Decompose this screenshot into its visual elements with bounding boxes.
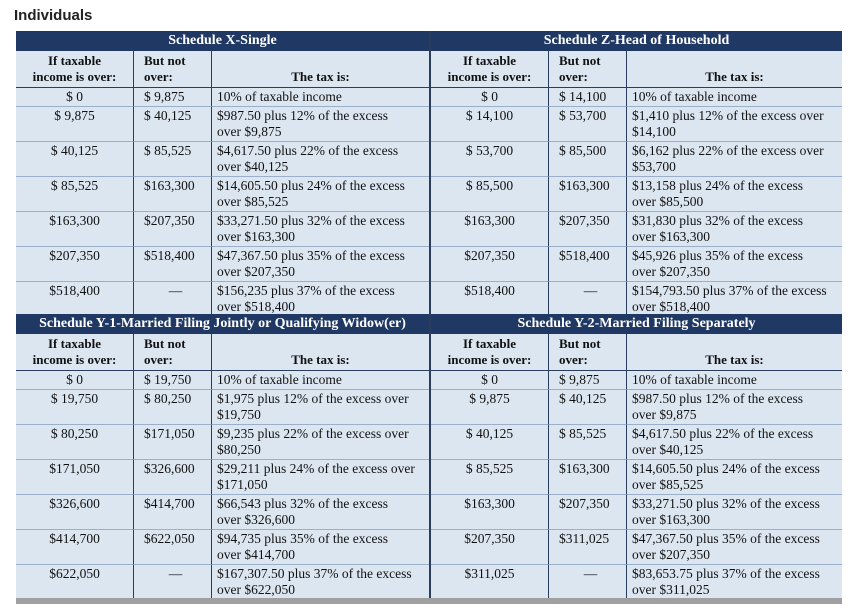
but-not-over-cell: $163,300: [549, 177, 627, 212]
but-not-over-cell: $207,350: [549, 495, 627, 530]
income-over-cell: $326,600: [16, 495, 134, 530]
but-not-over-cell: $ 85,525: [549, 425, 627, 460]
tax-formula-cell: $45,926 plus 35% of the excess over $207,350: [627, 247, 842, 282]
tax-formula-cell: $987.50 plus 12% of the excess over $9,875: [627, 390, 842, 425]
tax-formula-cell: $6,162 plus 22% of the excess over $53,700: [627, 142, 842, 177]
income-over-cell: $311,025: [431, 565, 549, 599]
header-line: income is over:: [447, 69, 532, 84]
schedule-x-single: [16, 31, 429, 314]
header-line: But not: [144, 336, 186, 351]
but-not-over-cell: $518,400: [134, 247, 212, 282]
but-not-over-cell: $ 9,875: [549, 371, 627, 390]
income-over-cell: $207,350: [431, 530, 549, 565]
column-header-tax-is: The tax is:: [627, 334, 842, 371]
but-not-over-cell: $ 40,125: [549, 390, 627, 425]
tax-formula-cell: $33,271.50 plus 32% of the excess over $163,300: [627, 495, 842, 530]
page-title: Individuals: [14, 7, 93, 24]
header-line: But not: [559, 53, 601, 68]
footer-bar: [16, 598, 842, 604]
but-not-over-cell: $ 85,525: [134, 142, 212, 177]
but-not-over-cell: [134, 282, 212, 316]
tax-formula-cell: $47,367.50 plus 35% of the excess over $207,350: [627, 530, 842, 565]
income-over-cell: $518,400: [431, 282, 549, 316]
but-not-over-cell: $ 40,125: [134, 107, 212, 142]
column-header-tax-is: The tax is:: [627, 51, 842, 88]
schedule-title: Schedule Z-Head of Household: [431, 31, 842, 51]
income-over-cell: $ 85,525: [431, 460, 549, 495]
header-line: If taxable: [47, 336, 102, 351]
no-limit-dash: —: [583, 566, 598, 581]
schedule-y1-married-jointly: [16, 314, 429, 598]
column-header-tax-is: The tax is:: [212, 51, 429, 88]
income-over-cell: $ 80,250: [16, 425, 134, 460]
but-not-over-cell: $ 80,250: [134, 390, 212, 425]
schedule-z-head-of-household: [429, 31, 842, 314]
income-over-cell: $ 0: [16, 88, 134, 107]
but-not-over-cell: $163,300: [549, 460, 627, 495]
but-not-over-cell: $207,350: [549, 212, 627, 247]
but-not-over-cell: $ 19,750: [134, 371, 212, 390]
tax-formula-cell: $1,410 plus 12% of the excess over $14,100: [627, 107, 842, 142]
header-line: over:: [144, 69, 173, 84]
income-over-cell: $171,050: [16, 460, 134, 495]
tax-formula-cell: $167,307.50 plus 37% of the excess over $622,050: [217, 566, 412, 597]
column-header-but-not-over: [549, 51, 627, 88]
no-limit-dash: —: [168, 566, 183, 581]
header-line: income is over:: [32, 69, 117, 84]
column-header-income-over: [16, 334, 134, 371]
column-header-income-over: [431, 51, 549, 88]
tax-formula-cell: $1,975 plus 12% of the excess over $19,750: [212, 390, 429, 425]
no-limit-dash: —: [168, 283, 183, 298]
income-over-cell: $ 0: [431, 88, 549, 107]
income-over-cell: $ 9,875: [431, 390, 549, 425]
but-not-over-cell: $622,050: [134, 530, 212, 565]
income-over-cell: $ 85,525: [16, 177, 134, 212]
but-not-over-cell: $518,400: [549, 247, 627, 282]
tax-formula-cell: $83,653.75 plus 37% of the excess over $311,025: [632, 566, 820, 597]
income-over-cell: $207,350: [431, 247, 549, 282]
income-over-cell: $163,300: [431, 212, 549, 247]
but-not-over-cell: $ 53,700: [549, 107, 627, 142]
header-line: If taxable: [47, 53, 102, 68]
income-over-cell: $ 0: [431, 371, 549, 390]
tax-formula-cell: $29,211 plus 24% of the excess over $171,050: [212, 460, 429, 495]
schedule-title: Schedule X-Single: [16, 31, 429, 51]
income-over-cell: $ 0: [16, 371, 134, 390]
tax-formula-cell: $13,158 plus 24% of the excess over $85,500: [627, 177, 842, 212]
but-not-over-cell: $ 9,875: [134, 88, 212, 107]
tax-formula-cell: $31,830 plus 32% of the excess over $163,300: [627, 212, 842, 247]
no-limit-dash: —: [583, 283, 598, 298]
tax-formula-cell: $94,735 plus 35% of the excess over $414,700: [212, 530, 429, 565]
schedule-y2-married-separately: [429, 314, 842, 598]
header-line: income is over:: [32, 352, 117, 367]
tax-formula-cell: $14,605.50 plus 24% of the excess over $85,525: [212, 177, 429, 212]
but-not-over-cell: [549, 565, 627, 599]
tax-formula-cell: $4,617.50 plus 22% of the excess over $40,125: [212, 142, 429, 177]
income-over-cell: $ 14,100: [431, 107, 549, 142]
income-over-cell: $163,300: [16, 212, 134, 247]
column-header-but-not-over: [134, 51, 212, 88]
income-over-cell: $518,400: [16, 282, 134, 316]
income-over-cell: $163,300: [431, 495, 549, 530]
header-line: If taxable: [462, 336, 517, 351]
header-line: But not: [559, 336, 601, 351]
income-over-cell: $ 53,700: [431, 142, 549, 177]
but-not-over-cell: $ 85,500: [549, 142, 627, 177]
but-not-over-cell: $207,350: [134, 212, 212, 247]
but-not-over-cell: $326,600: [134, 460, 212, 495]
income-over-cell: $622,050: [16, 565, 134, 599]
column-header-but-not-over: [549, 334, 627, 371]
income-over-cell: $207,350: [16, 247, 134, 282]
header-line: over:: [559, 69, 588, 84]
tax-formula-cell: $987.50 plus 12% of the excess over $9,875: [212, 107, 429, 142]
but-not-over-cell: [549, 282, 627, 316]
but-not-over-cell: [134, 565, 212, 599]
tax-formula-cell: 10% of taxable income: [212, 88, 429, 107]
income-over-cell: $ 85,500: [431, 177, 549, 212]
income-over-cell: $ 40,125: [16, 142, 134, 177]
tax-formula-cell: $47,367.50 plus 35% of the excess over $207,350: [212, 247, 429, 282]
tax-formula-cell: $14,605.50 plus 24% of the excess over $85,525: [627, 460, 842, 495]
but-not-over-cell: $ 14,100: [549, 88, 627, 107]
column-header-income-over: [16, 51, 134, 88]
but-not-over-cell: $163,300: [134, 177, 212, 212]
income-over-cell: $ 40,125: [431, 425, 549, 460]
column-header-tax-is: The tax is:: [212, 334, 429, 371]
schedule-title: Schedule Y-1-Married Filing Jointly or Qualifying Widow(er): [16, 314, 429, 334]
tax-formula-cell: 10% of taxable income: [212, 371, 429, 390]
column-header-but-not-over: [134, 334, 212, 371]
but-not-over-cell: $171,050: [134, 425, 212, 460]
tax-formula-cell: 10% of taxable income: [627, 371, 842, 390]
tax-formula-cell: $33,271.50 plus 32% of the excess over $163,300: [212, 212, 429, 247]
but-not-over-cell: $311,025: [549, 530, 627, 565]
column-header-income-over: [431, 334, 549, 371]
tax-formula-cell: 10% of taxable income: [627, 88, 842, 107]
income-over-cell: $ 19,750: [16, 390, 134, 425]
header-line: If taxable: [462, 53, 517, 68]
tax-formula-cell: $4,617.50 plus 22% of the excess over $40,125: [627, 425, 842, 460]
header-line: over:: [559, 352, 588, 367]
header-line: over:: [144, 352, 173, 367]
income-over-cell: $414,700: [16, 530, 134, 565]
tax-formula-cell: $9,235 plus 22% of the excess over $80,250: [212, 425, 429, 460]
tax-formula-cell: $66,543 plus 32% of the excess over $326,600: [212, 495, 429, 530]
tax-formula-cell: $154,793.50 plus 37% of the excess over $518,400: [632, 283, 827, 314]
but-not-over-cell: $414,700: [134, 495, 212, 530]
tax-formula-cell: $156,235 plus 37% of the excess over $518,400: [217, 283, 395, 314]
schedule-title: Schedule Y-2-Married Filing Separately: [431, 314, 842, 334]
header-line: But not: [144, 53, 186, 68]
tax-schedules: [16, 31, 842, 598]
income-over-cell: $ 9,875: [16, 107, 134, 142]
header-line: income is over:: [447, 352, 532, 367]
